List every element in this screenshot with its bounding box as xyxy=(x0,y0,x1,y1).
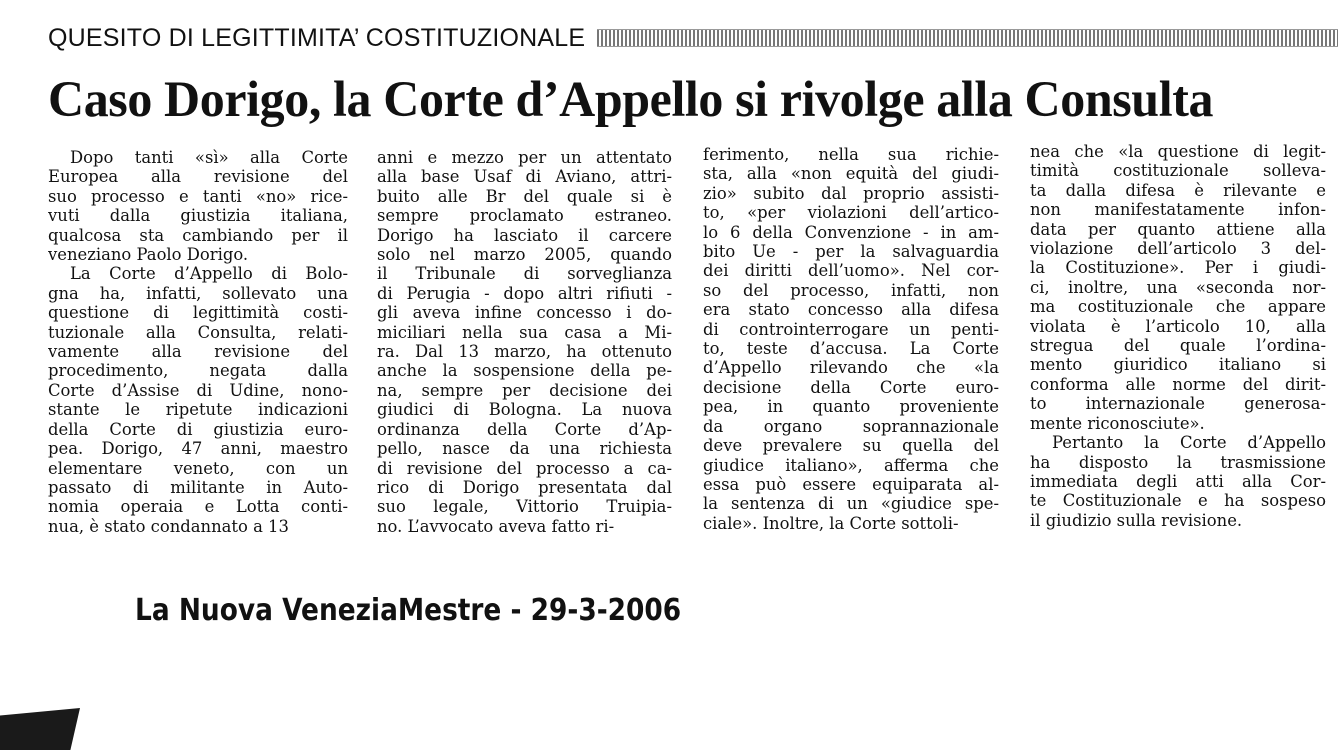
article-line: suo legale, Vittorio Truipia- xyxy=(377,497,672,517)
article-line: mento giuridico italiano si xyxy=(1030,355,1326,375)
article-line: vuti dalla giustizia italiana, xyxy=(48,206,348,226)
article-line: di controinterrogare un penti- xyxy=(703,319,999,339)
article-line: solo nel marzo 2005, quando xyxy=(377,245,672,265)
kicker-rule xyxy=(597,29,1338,47)
article-line: timità costituzionale solleva- xyxy=(1030,161,1326,181)
article-line: lo 6 della Convenzione - in am- xyxy=(703,222,999,242)
article-column-4 xyxy=(1030,142,1326,530)
article-line: di revisione del processo a ca- xyxy=(377,458,672,478)
article-line: nea che «la questione di legit- xyxy=(1030,142,1326,161)
article-line: qualcosa sta cambiando per il xyxy=(48,225,348,245)
article-line: questione di legittimità costi- xyxy=(48,303,348,323)
article-line: anche la sospensione della pe- xyxy=(377,361,672,381)
scan-artifact xyxy=(0,708,80,750)
article-line: giudice italiano», afferma che xyxy=(703,455,999,475)
article-line: giudici di Bologna. La nuova xyxy=(377,400,672,420)
article-line: essa può essere equiparata al- xyxy=(703,474,999,494)
article-line: la Costituzione». Per i giudi- xyxy=(1030,258,1326,278)
article-line: sta, alla «non equità del giudi- xyxy=(703,164,999,184)
article-line: ta dalla difesa è rilevante e xyxy=(1030,180,1326,200)
article-line: Dorigo ha lasciato il carcere xyxy=(377,225,672,245)
article-line: Pertanto la Corte d’Appello xyxy=(1052,433,1326,453)
article-line: zio» subito dal proprio assisti- xyxy=(703,183,999,203)
article-line: violazione dell’articolo 3 del- xyxy=(1030,239,1326,259)
article-line: procedimento, negata dalla xyxy=(48,361,348,381)
article-line: mente riconosciute». xyxy=(1030,413,1205,433)
article-line: ha disposto la trasmissione xyxy=(1030,452,1326,472)
article-line: na, sempre per decisione dei xyxy=(377,380,672,400)
article-column-1 xyxy=(48,148,348,536)
article-line: era stato concesso alla difesa xyxy=(703,300,999,320)
article-line: ciale». Inoltre, la Corte sottoli- xyxy=(703,513,959,533)
article-line: ordinanza della Corte d’Ap- xyxy=(377,419,672,439)
article-line: to internazionale generosa- xyxy=(1030,394,1326,414)
article-line: da organo soprannazionale xyxy=(703,416,999,436)
article-line: Europea alla revisione del xyxy=(48,167,348,187)
article-line: tuzionale alla Consulta, relati- xyxy=(48,322,348,342)
article-line: nomia operaia e Lotta conti- xyxy=(48,497,348,517)
article-column-2 xyxy=(377,148,672,536)
article-column-3 xyxy=(703,145,999,533)
article-line: anni e mezzo per un attentato xyxy=(377,148,672,167)
source-caption: La Nuova VeneziaMestre - 29-3-2006 xyxy=(135,593,682,628)
article-line: bito Ue - per la salvaguardia xyxy=(703,242,999,262)
article-line: il Tribunale di sorveglianza xyxy=(377,264,672,284)
article-line: alla base Usaf di Aviano, attri- xyxy=(377,167,672,187)
article-line: violata è l’articolo 10, alla xyxy=(1030,316,1326,336)
article-line: rico di Dorigo presentata dal xyxy=(377,477,672,497)
article-line: to, «per violazioni dell’artico- xyxy=(703,203,999,223)
article-line: vamente alla revisione del xyxy=(48,342,348,362)
article-line: ra. Dal 13 marzo, ha ottenuto xyxy=(377,342,672,362)
article-line: nua, è stato condannato a 13 xyxy=(48,516,289,536)
article-line: suo processo e tanti «no» rice- xyxy=(48,186,348,206)
section-kicker: QUESITO DI LEGITTIMITA’ COSTITUZIONALE xyxy=(48,23,586,52)
article-line: data per quanto attiene alla xyxy=(1030,219,1326,239)
article-line: di Perugia - dopo altri rifiuti - xyxy=(377,283,672,303)
article-line: so del processo, infatti, non xyxy=(703,280,999,300)
article-line: Dopo tanti «sì» alla Corte xyxy=(70,148,348,167)
article-line: della Corte di giustizia euro- xyxy=(48,419,348,439)
article-line: d’Appello rilevando che «la xyxy=(703,358,999,378)
article-line: immediata degli atti alla Cor- xyxy=(1030,471,1326,491)
article-line: ma costituzionale che appare xyxy=(1030,297,1326,317)
article-line: pea, in quanto proveniente xyxy=(703,397,999,417)
article-line: buito alle Br del quale si è xyxy=(377,186,672,206)
article-line: La Corte d’Appello di Bolo- xyxy=(70,264,348,284)
article-line: la sentenza di un «giudice spe- xyxy=(703,494,999,514)
article-line: to, teste d’accusa. La Corte xyxy=(703,339,999,359)
article-line: il giudizio sulla revisione. xyxy=(1030,510,1243,530)
article-line: ci, inoltre, una «seconda nor- xyxy=(1030,277,1326,297)
article-line: elementare veneto, con un xyxy=(48,458,348,478)
article-line: pello, nasce da una richiesta xyxy=(377,439,672,459)
article-line: veneziano Paolo Dorigo. xyxy=(48,245,249,265)
article-line: gna ha, infatti, sollevato una xyxy=(48,283,348,303)
article-line: pea. Dorigo, 47 anni, maestro xyxy=(48,439,348,459)
article-line: conforma alle norme del dirit- xyxy=(1030,374,1326,394)
article-line: passato di militante in Auto- xyxy=(48,477,348,497)
article-headline: Caso Dorigo, la Corte d’Appello si rivolge alla Consulta xyxy=(48,72,1214,128)
kicker-row xyxy=(48,22,1338,54)
article-line: dei diritti dell’uomo». Nel cor- xyxy=(703,261,999,281)
article-line: no. L’avvocato aveva fatto ri- xyxy=(377,516,615,536)
article-line: decisione della Corte euro- xyxy=(703,377,999,397)
article-line: Corte d’Assise di Udine, nono- xyxy=(48,380,348,400)
article-line: stregua del quale l’ordina- xyxy=(1030,336,1326,356)
article-line: deve prevalere su quella del xyxy=(703,436,999,456)
article-line: gli aveva infine concesso i do- xyxy=(377,303,672,323)
article-line: ferimento, nella sua richie- xyxy=(703,145,999,164)
article-line: miciliari nella sua casa a Mi- xyxy=(377,322,672,342)
article-line: stante le ripetute indicazioni xyxy=(48,400,348,420)
article-line: sempre proclamato estraneo. xyxy=(377,206,672,226)
article-line: non manifestatamente infon- xyxy=(1030,200,1326,220)
article-line: te Costituzionale e ha sospeso xyxy=(1030,491,1326,511)
